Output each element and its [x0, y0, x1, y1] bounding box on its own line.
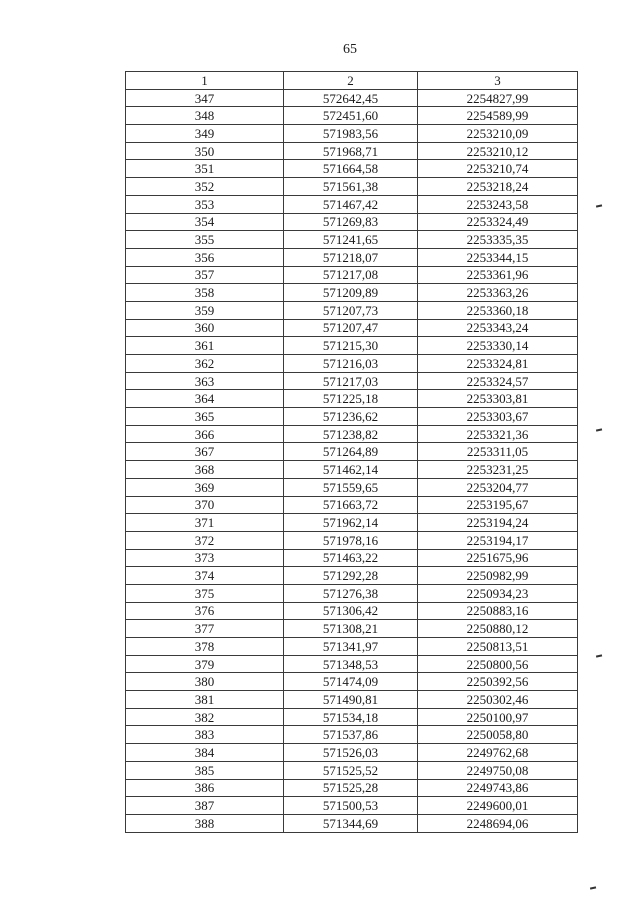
- table-row: [126, 708, 578, 726]
- scan-mark: [590, 886, 596, 889]
- point-number-cell: 368: [126, 461, 284, 479]
- point-number-cell: 364: [126, 390, 284, 408]
- x-coordinate-cell: 571962,14: [284, 514, 418, 532]
- x-coordinate-cell: 571664,58: [284, 160, 418, 178]
- point-number-cell: 373: [126, 549, 284, 567]
- table-row: [126, 814, 578, 832]
- table-row: [126, 567, 578, 585]
- point-number-cell: 378: [126, 638, 284, 656]
- y-coordinate-cell: 2254589,99: [418, 107, 578, 125]
- y-coordinate-cell: 2253311,05: [418, 443, 578, 461]
- y-coordinate-cell: 2253344,15: [418, 248, 578, 266]
- x-coordinate-cell: 571467,42: [284, 195, 418, 213]
- point-number-cell: 369: [126, 478, 284, 496]
- point-number-cell: 387: [126, 797, 284, 815]
- x-coordinate-cell: 572451,60: [284, 107, 418, 125]
- y-coordinate-cell: 2253324,57: [418, 372, 578, 390]
- y-coordinate-cell: 2253335,35: [418, 231, 578, 249]
- point-number-cell: 356: [126, 248, 284, 266]
- y-coordinate-cell: 2253343,24: [418, 319, 578, 337]
- y-coordinate-cell: 2249743,86: [418, 779, 578, 797]
- point-number-cell: 353: [126, 195, 284, 213]
- x-coordinate-cell: 571663,72: [284, 496, 418, 514]
- x-coordinate-cell: 571983,56: [284, 125, 418, 143]
- y-coordinate-cell: 2253218,24: [418, 178, 578, 196]
- x-coordinate-cell: 571215,30: [284, 337, 418, 355]
- point-number-cell: 374: [126, 567, 284, 585]
- x-coordinate-cell: 571269,83: [284, 213, 418, 231]
- table-row: [126, 797, 578, 815]
- table-row: [126, 195, 578, 213]
- x-coordinate-cell: 571474,09: [284, 673, 418, 691]
- table-row: [126, 372, 578, 390]
- point-number-cell: 347: [126, 89, 284, 107]
- point-number-cell: 379: [126, 655, 284, 673]
- point-number-cell: 360: [126, 319, 284, 337]
- y-coordinate-cell: 2249600,01: [418, 797, 578, 815]
- table-row: [126, 355, 578, 373]
- y-coordinate-cell: 2253321,36: [418, 425, 578, 443]
- x-coordinate-cell: 571209,89: [284, 284, 418, 302]
- point-number-cell: 365: [126, 408, 284, 426]
- y-coordinate-cell: 2253243,58: [418, 195, 578, 213]
- header-col-1: 1: [126, 72, 284, 90]
- y-coordinate-cell: 2253303,81: [418, 390, 578, 408]
- page-number: 65: [343, 42, 357, 57]
- point-number-cell: 385: [126, 761, 284, 779]
- point-number-cell: 386: [126, 779, 284, 797]
- table-row: [126, 691, 578, 709]
- y-coordinate-cell: 2251675,96: [418, 549, 578, 567]
- table-row: [126, 89, 578, 107]
- x-coordinate-cell: 571238,82: [284, 425, 418, 443]
- x-coordinate-cell: 571490,81: [284, 691, 418, 709]
- x-coordinate-cell: 571225,18: [284, 390, 418, 408]
- y-coordinate-cell: 2249750,08: [418, 761, 578, 779]
- point-number-cell: 377: [126, 620, 284, 638]
- x-coordinate-cell: 571968,71: [284, 142, 418, 160]
- x-coordinate-cell: 571306,42: [284, 602, 418, 620]
- table-row: [126, 602, 578, 620]
- point-number-cell: 357: [126, 266, 284, 284]
- table-row: [126, 107, 578, 125]
- y-coordinate-cell: 2253204,77: [418, 478, 578, 496]
- x-coordinate-cell: 571534,18: [284, 708, 418, 726]
- y-coordinate-cell: 2250100,97: [418, 708, 578, 726]
- table-row: [126, 301, 578, 319]
- table-row: [126, 231, 578, 249]
- x-coordinate-cell: 571264,89: [284, 443, 418, 461]
- point-number-cell: 361: [126, 337, 284, 355]
- table-row: [126, 178, 578, 196]
- table-row: [126, 284, 578, 302]
- table-row: [126, 425, 578, 443]
- point-number-cell: 367: [126, 443, 284, 461]
- point-number-cell: 382: [126, 708, 284, 726]
- x-coordinate-cell: 571500,53: [284, 797, 418, 815]
- y-coordinate-cell: 2253303,67: [418, 408, 578, 426]
- y-coordinate-cell: 2253361,96: [418, 266, 578, 284]
- y-coordinate-cell: 2253363,26: [418, 284, 578, 302]
- table-row: [126, 266, 578, 284]
- table-row: [126, 673, 578, 691]
- point-number-cell: 380: [126, 673, 284, 691]
- table-row: [126, 584, 578, 602]
- x-coordinate-cell: 571463,22: [284, 549, 418, 567]
- y-coordinate-cell: 2253210,74: [418, 160, 578, 178]
- point-number-cell: 351: [126, 160, 284, 178]
- y-coordinate-cell: 2250800,56: [418, 655, 578, 673]
- y-coordinate-cell: 2254827,99: [418, 89, 578, 107]
- point-number-cell: 355: [126, 231, 284, 249]
- header-row: [126, 72, 578, 90]
- point-number-cell: 358: [126, 284, 284, 302]
- y-coordinate-cell: 2250880,12: [418, 620, 578, 638]
- table-row: [126, 779, 578, 797]
- table-row: [126, 638, 578, 656]
- table-row: [126, 514, 578, 532]
- x-coordinate-cell: 571526,03: [284, 744, 418, 762]
- point-number-cell: 362: [126, 355, 284, 373]
- table-row: [126, 337, 578, 355]
- point-number-cell: 352: [126, 178, 284, 196]
- scan-mark: [596, 428, 602, 431]
- point-number-cell: 376: [126, 602, 284, 620]
- y-coordinate-cell: 2250058,80: [418, 726, 578, 744]
- x-coordinate-cell: 571218,07: [284, 248, 418, 266]
- y-coordinate-cell: 2253195,67: [418, 496, 578, 514]
- x-coordinate-cell: 571525,52: [284, 761, 418, 779]
- table-row: [126, 761, 578, 779]
- point-number-cell: 354: [126, 213, 284, 231]
- y-coordinate-cell: 2253324,81: [418, 355, 578, 373]
- table-row: [126, 213, 578, 231]
- point-number-cell: 370: [126, 496, 284, 514]
- y-coordinate-cell: 2248694,06: [418, 814, 578, 832]
- point-number-cell: 388: [126, 814, 284, 832]
- x-coordinate-cell: 571276,38: [284, 584, 418, 602]
- table-row: [126, 620, 578, 638]
- point-number-cell: 375: [126, 584, 284, 602]
- point-number-cell: 383: [126, 726, 284, 744]
- point-number-cell: 348: [126, 107, 284, 125]
- x-coordinate-cell: 571217,03: [284, 372, 418, 390]
- x-coordinate-cell: 571462,14: [284, 461, 418, 479]
- x-coordinate-cell: 571525,28: [284, 779, 418, 797]
- y-coordinate-cell: 2250883,16: [418, 602, 578, 620]
- table-row: [126, 744, 578, 762]
- table-row: [126, 461, 578, 479]
- point-number-cell: 349: [126, 125, 284, 143]
- x-coordinate-cell: 571344,69: [284, 814, 418, 832]
- point-number-cell: 371: [126, 514, 284, 532]
- y-coordinate-cell: 2253324,49: [418, 213, 578, 231]
- y-coordinate-cell: 2250302,46: [418, 691, 578, 709]
- table-body: [126, 89, 578, 832]
- x-coordinate-cell: 571207,73: [284, 301, 418, 319]
- table-row: [126, 125, 578, 143]
- x-coordinate-cell: 571978,16: [284, 531, 418, 549]
- point-number-cell: 372: [126, 531, 284, 549]
- table-row: [126, 478, 578, 496]
- scan-mark: [596, 204, 602, 207]
- table-row: [126, 443, 578, 461]
- y-coordinate-cell: 2250813,51: [418, 638, 578, 656]
- x-coordinate-cell: 571348,53: [284, 655, 418, 673]
- y-coordinate-cell: 2250934,23: [418, 584, 578, 602]
- table-header: [126, 72, 578, 90]
- y-coordinate-cell: 2249762,68: [418, 744, 578, 762]
- table-row: [126, 142, 578, 160]
- y-coordinate-cell: 2253231,25: [418, 461, 578, 479]
- table-row: [126, 319, 578, 337]
- y-coordinate-cell: 2253360,18: [418, 301, 578, 319]
- x-coordinate-cell: 571559,65: [284, 478, 418, 496]
- x-coordinate-cell: 571216,03: [284, 355, 418, 373]
- x-coordinate-cell: 571292,28: [284, 567, 418, 585]
- y-coordinate-cell: 2253210,09: [418, 125, 578, 143]
- x-coordinate-cell: 571537,86: [284, 726, 418, 744]
- x-coordinate-cell: 572642,45: [284, 89, 418, 107]
- x-coordinate-cell: 571241,65: [284, 231, 418, 249]
- table-row: [126, 248, 578, 266]
- x-coordinate-cell: 571236,62: [284, 408, 418, 426]
- x-coordinate-cell: 571561,38: [284, 178, 418, 196]
- table-row: [126, 726, 578, 744]
- y-coordinate-cell: 2253330,14: [418, 337, 578, 355]
- point-number-cell: 363: [126, 372, 284, 390]
- coordinates-table: [125, 71, 578, 833]
- table-row: [126, 408, 578, 426]
- table-row: [126, 531, 578, 549]
- scan-mark: [596, 654, 602, 657]
- point-number-cell: 359: [126, 301, 284, 319]
- y-coordinate-cell: 2250982,99: [418, 567, 578, 585]
- x-coordinate-cell: 571308,21: [284, 620, 418, 638]
- x-coordinate-cell: 571207,47: [284, 319, 418, 337]
- table-row: [126, 549, 578, 567]
- point-number-cell: 366: [126, 425, 284, 443]
- table-row: [126, 496, 578, 514]
- y-coordinate-cell: 2253194,17: [418, 531, 578, 549]
- header-col-3: 3: [418, 72, 578, 90]
- y-coordinate-cell: 2253210,12: [418, 142, 578, 160]
- point-number-cell: 350: [126, 142, 284, 160]
- x-coordinate-cell: 571341,97: [284, 638, 418, 656]
- y-coordinate-cell: 2250392,56: [418, 673, 578, 691]
- x-coordinate-cell: 571217,08: [284, 266, 418, 284]
- table-row: [126, 390, 578, 408]
- table-row: [126, 160, 578, 178]
- point-number-cell: 381: [126, 691, 284, 709]
- table-row: [126, 655, 578, 673]
- header-col-2: 2: [284, 72, 418, 90]
- point-number-cell: 384: [126, 744, 284, 762]
- y-coordinate-cell: 2253194,24: [418, 514, 578, 532]
